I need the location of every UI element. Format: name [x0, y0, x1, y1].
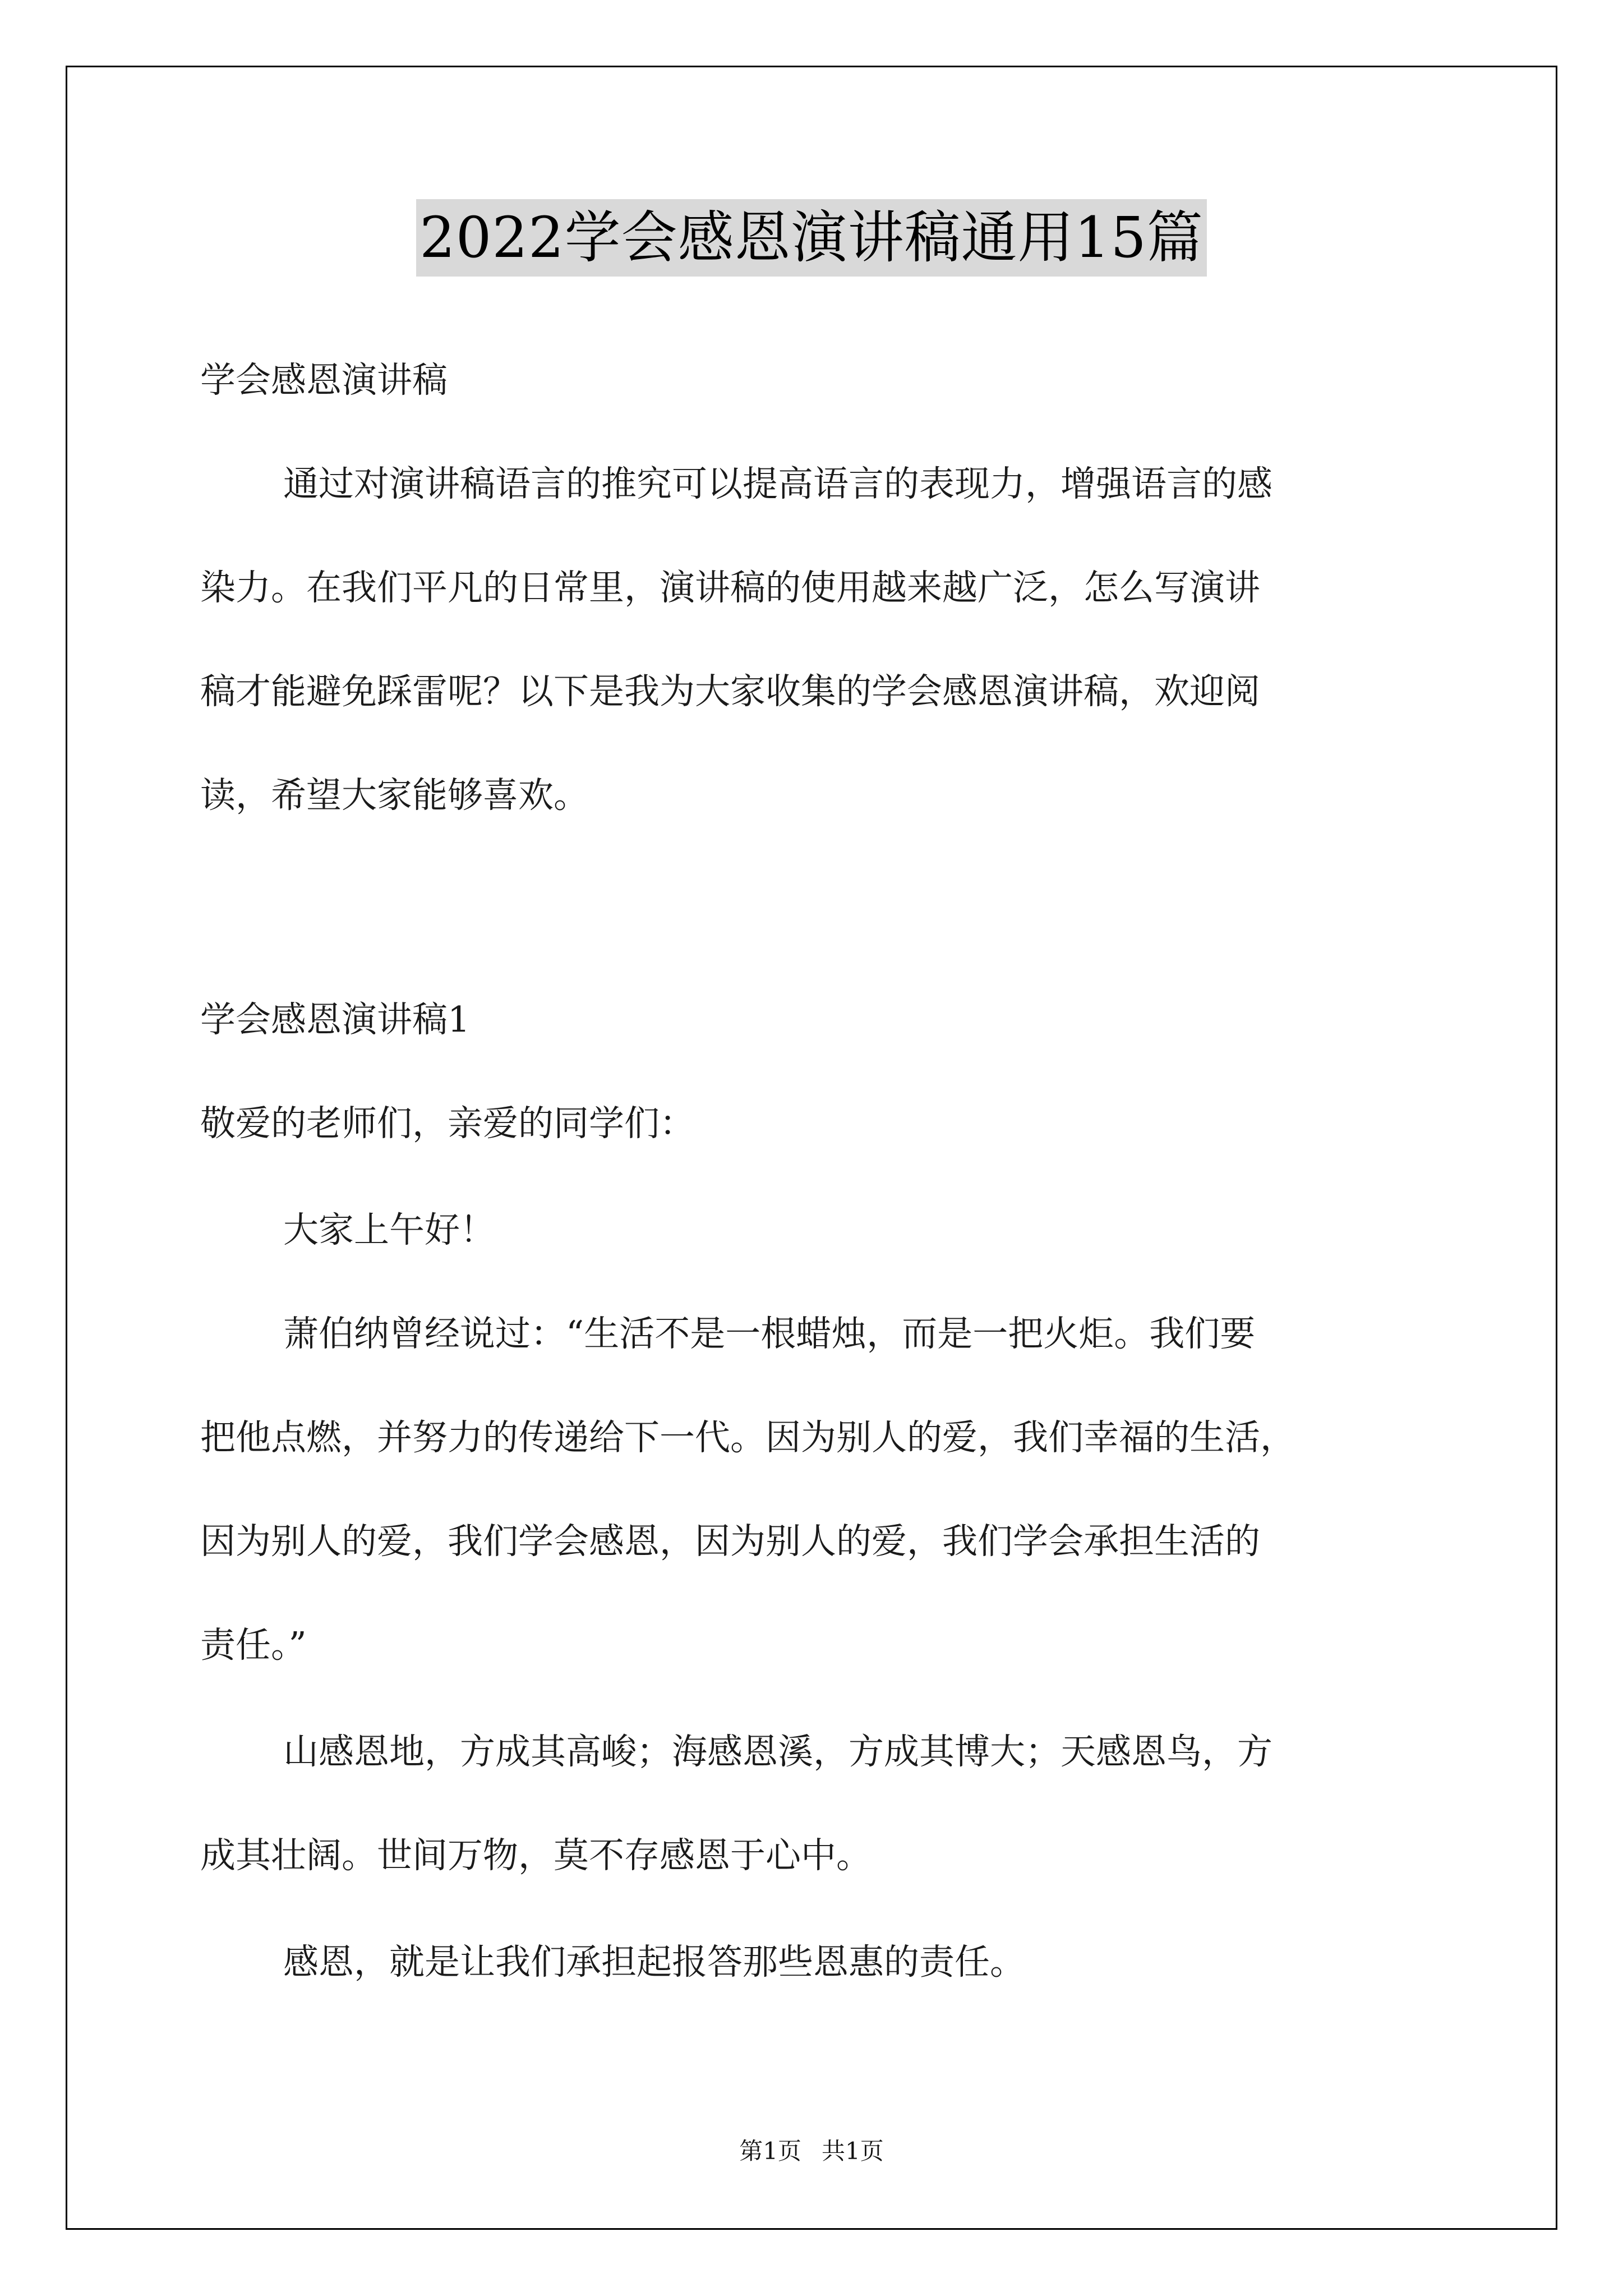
quote-paragraph-cont-2	[200, 1515, 1434, 1568]
intro-line-4: 读，希望大家能够喜欢。	[200, 775, 589, 816]
quote-line-4: 责任。”	[200, 1625, 307, 1665]
nature-line-2: 成其壮阔。世间万物，莫不存感恩于心中。	[200, 1835, 872, 1876]
quote-paragraph	[200, 1307, 1434, 1360]
quote-line-2: 把他点燃，并努力的传递给下一代。因为别人的爱，我们幸福的生活，	[200, 1417, 1295, 1458]
intro-paragraph-cont-2	[200, 665, 1434, 718]
page-number-current: 第1页	[739, 2137, 801, 2165]
section-heading-text: 学会感恩演讲稿	[200, 360, 448, 401]
gratitude-text: 感恩，就是让我们承担起报答那些恩惠的责任。	[283, 1941, 1025, 1982]
intro-line-3: 稿才能避免踩雷呢？以下是我为大家收集的学会感恩演讲稿，欢迎阅	[200, 671, 1260, 712]
page-footer	[0, 2134, 1623, 2168]
greeting-text: 大家上午好！	[283, 1209, 495, 1250]
quote-line-1: 萧伯纳曾经说过：“生活不是一根蜡烛，而是一把火炬。我们要	[283, 1313, 1256, 1354]
intro-paragraph-cont-3	[200, 769, 1434, 822]
salutation	[200, 1097, 1434, 1150]
nature-paragraph-cont-1	[200, 1829, 1434, 1882]
section-heading	[200, 353, 1434, 407]
intro-paragraph-cont-1	[200, 561, 1434, 614]
intro-line-1: 通过对演讲稿语言的推究可以提高语言的表现力，增强语言的感	[283, 463, 1272, 504]
quote-paragraph-cont-3	[200, 1618, 1434, 1672]
quote-paragraph-cont-1	[200, 1411, 1434, 1464]
intro-line-2: 染力。在我们平凡的日常里，演讲稿的使用越来越广泛，怎么写演讲	[200, 567, 1260, 608]
nature-paragraph	[200, 1725, 1434, 1778]
intro-paragraph	[200, 457, 1434, 510]
page-number-total: 共1页	[822, 2137, 884, 2165]
document-title: 2022学会感恩演讲稿通用15篇	[416, 199, 1207, 277]
speech1-heading-text: 学会感恩演讲稿1	[200, 999, 471, 1040]
gratitude-paragraph	[200, 1935, 1434, 1989]
speech1-heading	[200, 993, 1434, 1046]
nature-line-1: 山感恩地，方成其高峻；海感恩溪，方成其博大；天感恩鸟，方	[283, 1731, 1272, 1772]
quote-line-3: 因为别人的爱，我们学会感恩，因为别人的爱，我们学会承担生活的	[200, 1521, 1260, 1562]
salutation-text: 敬爱的老师们，亲爱的同学们：	[200, 1103, 695, 1144]
greeting	[200, 1203, 1434, 1257]
title-container	[0, 199, 1623, 277]
